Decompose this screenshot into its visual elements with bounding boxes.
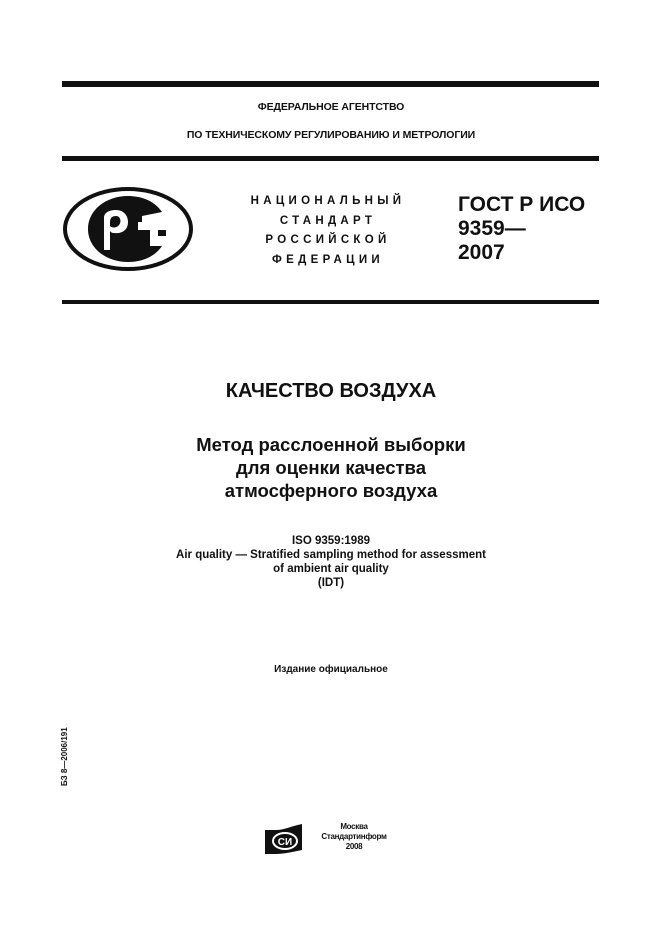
svg-text:СИ: СИ	[277, 837, 293, 848]
national-standard-line: РОССИЙСКОЙ	[265, 234, 391, 246]
standartinform-logo-icon	[264, 824, 304, 854]
edition-label: Издание официальное	[274, 664, 388, 675]
national-standard-line: СТАНДАРТ	[279, 214, 377, 227]
header-rule	[62, 156, 599, 161]
national-standard-line: ФЕДЕРАЦИИ	[272, 253, 384, 266]
iso-title-line: of ambient air quality	[273, 563, 389, 575]
publisher-info	[314, 822, 394, 852]
standard-rule	[62, 300, 599, 304]
designation-line: ГОСТ Р ИСО	[458, 193, 586, 216]
subtitle-line: Метод расслоенной выборки	[196, 434, 466, 455]
subtitle-line: атмосферного воздуха	[224, 480, 438, 501]
designation-line: 2007	[458, 241, 505, 264]
agency-line-2: ПО ТЕХНИЧЕСКОМУ РЕГУЛИРОВАНИЮ И МЕТРОЛОГИИ	[186, 129, 476, 141]
side-note: БЗ 8—2006/191	[60, 727, 69, 786]
iso-title-line: Air quality — Stratified sampling method for assessment	[176, 549, 486, 561]
agency-line-1: ФЕДЕРАЛЬНОЕ АГЕНТСТВО	[257, 101, 405, 113]
subtitle-line: для оценки качества	[236, 457, 426, 478]
top-rule	[62, 81, 599, 87]
iso-code: ISO 9359:1989	[291, 535, 370, 547]
document-title: КАЧЕСТВО ВОЗДУХА	[225, 380, 437, 402]
document-subtitle	[0, 433, 662, 502]
national-standard-label	[228, 192, 428, 270]
publisher-year: 2008	[345, 842, 363, 851]
national-standard-line: НАЦИОНАЛЬНЫЙ	[250, 195, 406, 207]
iso-degree: (IDT)	[317, 577, 345, 589]
publisher-city: Москва	[340, 822, 368, 831]
designation-line: 9359—	[458, 217, 526, 240]
publisher-name: Стандартинформ	[321, 832, 387, 841]
gost-r-logo-icon	[62, 186, 194, 272]
iso-reference	[0, 534, 662, 590]
standard-designation	[458, 193, 585, 265]
